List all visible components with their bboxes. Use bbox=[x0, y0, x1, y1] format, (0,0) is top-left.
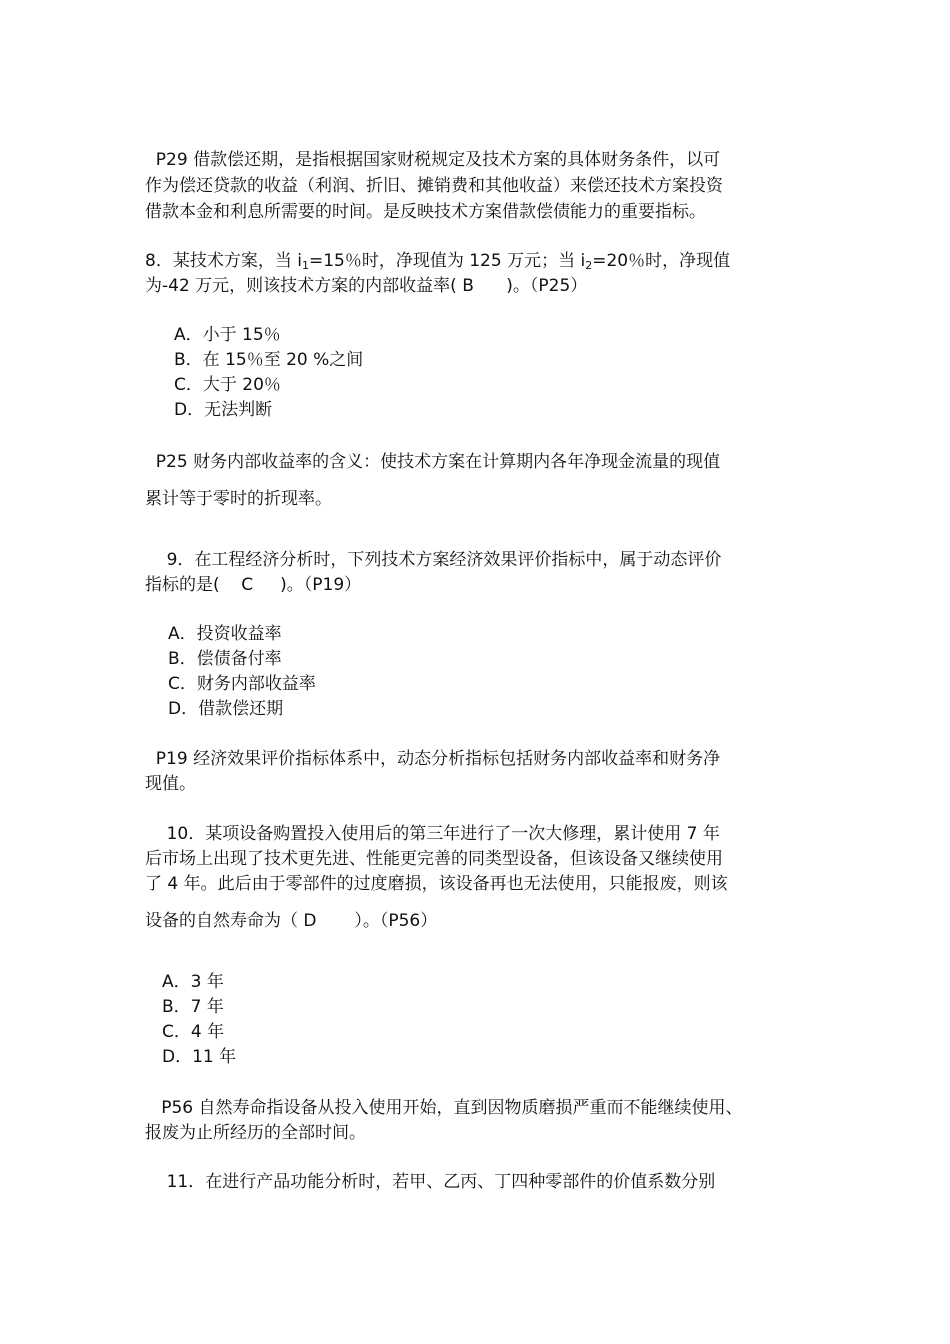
subscript-2: 2 bbox=[585, 259, 593, 272]
question-10-option-c: C．4 年 bbox=[162, 1022, 225, 1042]
p25-note-line-1: P25 财务内部收益率的含义：使技术方案在计算期内各年净现金流量的现值 bbox=[145, 452, 721, 472]
question-8-option-b: B．在 15％至 20 %之间 bbox=[174, 350, 364, 370]
question-11-line-1: 11．在进行产品功能分析时，若甲、乙丙、丁四种零部件的价值系数分别 bbox=[145, 1172, 716, 1192]
question-10-line-2: 后市场上出现了技术更先进、性能更完善的同类型设备，但该设备又继续使用 bbox=[145, 849, 723, 869]
question-8-text-c: =20％时，净现值 bbox=[592, 251, 731, 271]
question-8-option-a: A．小于 15％ bbox=[174, 325, 281, 345]
question-8-text-a: 8．某技术方案，当 i bbox=[145, 251, 302, 271]
question-9-option-b: B．偿债备付率 bbox=[168, 649, 282, 669]
question-8-option-d: D．无法判断 bbox=[174, 400, 273, 420]
question-10-option-b: B．7 年 bbox=[162, 997, 224, 1017]
question-8-line-2: 为-42 万元，则该技术方案的内部收益率( B )。（P25） bbox=[145, 276, 588, 296]
question-9-line-1: 9．在工程经济分析时，下列技术方案经济效果评价指标中，属于动态评价 bbox=[145, 550, 722, 570]
p29-note-line-1: P29 借款偿还期，是指根据国家财税规定及技术方案的具体财务条件，以可 bbox=[145, 150, 721, 170]
p19-note-line-2: 现值。 bbox=[145, 774, 196, 794]
p25-note-line-2: 累计等于零时的折现率。 bbox=[145, 489, 332, 509]
p29-note-line-2: 作为偿还贷款的收益（利润、折旧、摊销费和其他收益）来偿还技术方案投资 bbox=[145, 176, 723, 196]
question-8-text-b: =15％时，净现值为 125 万元；当 i bbox=[308, 251, 586, 271]
question-10-line-4: 设备的自然寿命为（ D ）。（P56） bbox=[145, 911, 438, 931]
question-9-line-2: 指标的是( C )。（P19） bbox=[145, 575, 362, 595]
question-10-option-a: A．3 年 bbox=[162, 972, 224, 992]
question-9-option-d: D．借款偿还期 bbox=[168, 699, 284, 719]
p56-note-line-1: P56 自然寿命指设备从投入使用开始，直到因物质磨损严重而不能继续使用、 bbox=[145, 1098, 743, 1118]
question-8-line-1 bbox=[145, 249, 730, 273]
question-10-option-d: D．11 年 bbox=[162, 1047, 237, 1067]
p19-note-line-1: P19 经济效果评价指标体系中，动态分析指标包括财务内部收益率和财务净 bbox=[145, 749, 721, 769]
question-9-option-a: A．投资收益率 bbox=[168, 624, 282, 644]
p29-note-line-3: 借款本金和利息所需要的时间。是反映技术方案借款偿债能力的重要指标。 bbox=[145, 202, 706, 222]
subscript-1: 1 bbox=[301, 259, 309, 272]
question-10-line-3: 了 4 年。此后由于零部件的过度磨损，该设备再也无法使用，只能报废，则该 bbox=[145, 874, 728, 894]
question-9-option-c: C．财务内部收益率 bbox=[168, 674, 316, 694]
question-10-line-1: 10．某项设备购置投入使用后的第三年进行了一次大修理，累计使用 7 年 bbox=[145, 824, 720, 844]
question-8-option-c: C．大于 20％ bbox=[174, 375, 281, 395]
p56-note-line-2: 报废为止所经历的全部时间。 bbox=[145, 1123, 366, 1143]
